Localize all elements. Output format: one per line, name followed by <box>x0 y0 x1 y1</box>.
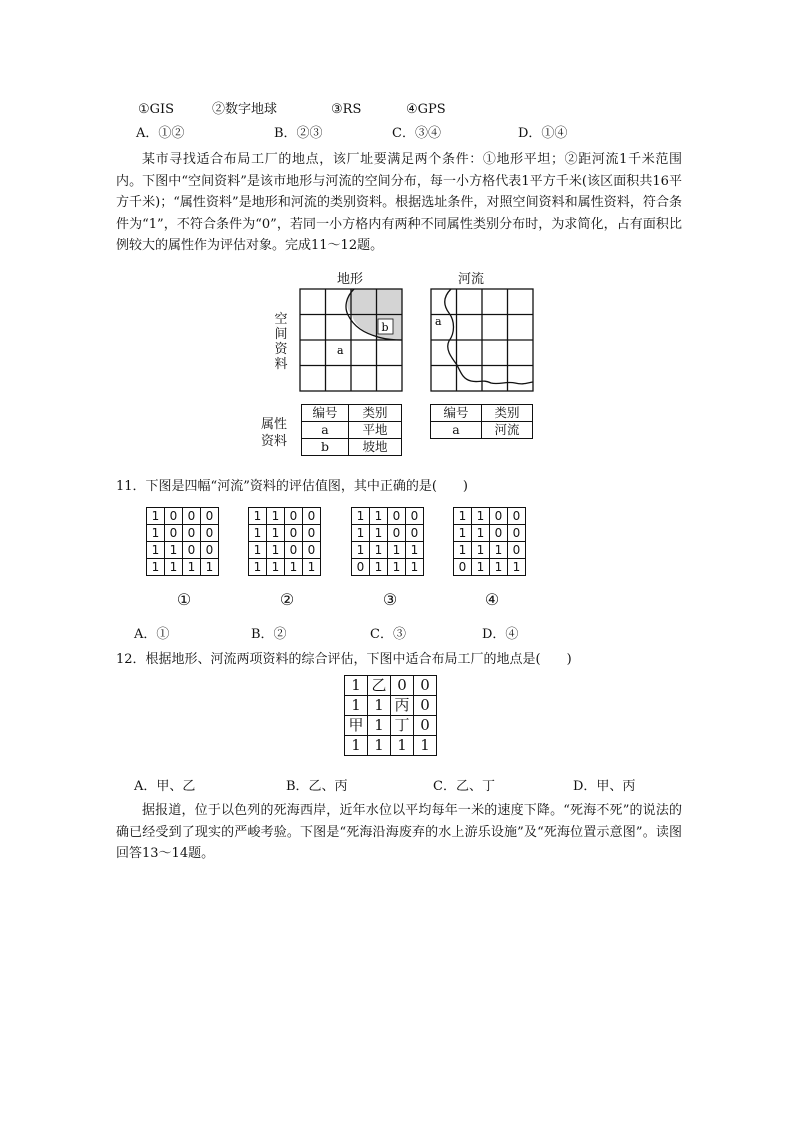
grid-cell: 1 <box>388 542 406 559</box>
grid-cell: 1 <box>285 559 303 576</box>
q11-grid-label-3: ③ <box>382 590 398 609</box>
grid-cell: 0 <box>490 508 508 525</box>
river-map <box>429 287 537 393</box>
terrain-attribute-table <box>301 404 402 456</box>
grid-cell: 1 <box>147 525 165 542</box>
header-category: 类别 <box>349 405 402 422</box>
grid-cell: 1 <box>345 736 368 756</box>
grid-cell: 0 <box>414 676 437 696</box>
q11-option-d: D．④ <box>482 627 519 642</box>
q12-option-a: A．甲、乙 <box>134 779 196 794</box>
grid-cell: 0 <box>201 542 219 559</box>
grid-cell: 1 <box>267 508 285 525</box>
grid-cell: 1 <box>267 542 285 559</box>
grid-cell: 0 <box>454 559 472 576</box>
item-gis: ①GIS <box>138 102 175 117</box>
grid-cell: 1 <box>352 542 370 559</box>
q11-option-a: A．① <box>134 627 170 642</box>
grid-cell: 1 <box>249 559 267 576</box>
cell-id: b <box>302 439 349 456</box>
grid-cell: 0 <box>388 508 406 525</box>
grid-cell: 1 <box>183 559 201 576</box>
grid-cell: 1 <box>370 542 388 559</box>
terrain-map <box>298 287 406 393</box>
grid-cell: 0 <box>183 525 201 542</box>
item-rs: ③RS <box>331 102 362 117</box>
grid-cell: 1 <box>472 542 490 559</box>
item-digital-earth: ②数字地球 <box>212 102 278 117</box>
item-gps: ④GPS <box>406 102 446 117</box>
grid-cell: 1 <box>345 696 368 716</box>
q12-option-c: C．乙、丁 <box>433 779 495 794</box>
spatial-data-label: 空间资料 <box>274 312 288 372</box>
grid-cell: 0 <box>391 676 414 696</box>
grid-cell: 1 <box>414 736 437 756</box>
grid-cell: 1 <box>472 525 490 542</box>
grid-cell: 0 <box>201 525 219 542</box>
grid-cell: 0 <box>285 542 303 559</box>
q11-grid-1 <box>146 507 219 576</box>
q10-option-d: D．①④ <box>518 126 568 141</box>
grid-cell: 1 <box>472 559 490 576</box>
grid-cell: 0 <box>508 525 526 542</box>
grid-cell: 1 <box>388 559 406 576</box>
grid-cell: 1 <box>165 542 183 559</box>
grid-cell: 0 <box>183 542 201 559</box>
slope-area-shade-2 <box>352 289 376 315</box>
header-id: 编号 <box>431 405 482 422</box>
grid-cell: 1 <box>508 559 526 576</box>
q12-combined-grid <box>344 675 437 756</box>
q10-option-b: B．②③ <box>274 126 323 141</box>
grid-cell: 丙 <box>391 696 414 716</box>
grid-cell: 1 <box>249 508 267 525</box>
river-attribute-table <box>430 404 533 439</box>
grid-cell: 1 <box>454 525 472 542</box>
river-label-a: a <box>435 315 442 328</box>
grid-cell: 1 <box>147 559 165 576</box>
grid-cell: 0 <box>508 508 526 525</box>
grid-cell: 丁 <box>391 716 414 736</box>
grid-cell: 1 <box>368 736 391 756</box>
grid-cell: 1 <box>267 525 285 542</box>
intro-paragraph: 某市寻找适合布局工厂的地点，该厂址要满足两个条件：①地形平坦；②距河流1千米范围内。下图中“空间资料”是该市地形与河流的空间分布，每一小方格代表1平方千米(该区面积共16平方千米)；“属性资料”是地形和河流的类别资料。根据选址条件，对照空间资料和属性资料，符合条件为“1”，不符合条件为“0”，若同一小方格内有两种不同属性类别分布时，为求简化，占有面积比例较大的属性作为评估对象。完成11～12题。 <box>116 152 682 253</box>
grid-cell: 0 <box>414 716 437 736</box>
grid-cell: 0 <box>406 508 424 525</box>
grid-cell: 1 <box>352 508 370 525</box>
river-curve <box>445 289 533 384</box>
grid-cell: 0 <box>165 525 183 542</box>
grid-cell: 1 <box>147 508 165 525</box>
grid-cell: 0 <box>201 508 219 525</box>
river-title: 河流 <box>458 272 485 287</box>
grid-cell: 1 <box>406 542 424 559</box>
header-category: 类别 <box>482 405 533 422</box>
grid-cell: 1 <box>370 525 388 542</box>
header-id: 编号 <box>302 405 349 422</box>
q11-grid-label-2: ② <box>279 590 295 609</box>
grid-cell: 0 <box>303 525 321 542</box>
grid-cell: 0 <box>285 508 303 525</box>
q11-option-c: C．③ <box>370 627 406 642</box>
grid-cell: 1 <box>165 559 183 576</box>
q12-option-d: D．甲、丙 <box>573 779 636 794</box>
q11-grid-label-1: ① <box>176 590 192 609</box>
grid-cell: 0 <box>508 542 526 559</box>
grid-cell: 0 <box>303 508 321 525</box>
attribute-data-label: 属性 资料 <box>261 417 288 449</box>
q11-grid-4 <box>453 507 526 576</box>
grid-cell: 甲 <box>345 716 368 736</box>
grid-cell: 0 <box>183 508 201 525</box>
cell-category: 平地 <box>349 422 402 439</box>
q10-option-c: C．③④ <box>392 126 441 141</box>
q11-stem: 11．下图是四幅“河流”资料的评估值图，其中正确的是( ) <box>116 479 468 494</box>
terrain-label-a: a <box>337 344 344 357</box>
cell-category: 坡地 <box>349 439 402 456</box>
terrain-title: 地形 <box>337 272 364 287</box>
grid-cell: 0 <box>303 542 321 559</box>
cell-category: 河流 <box>482 422 533 439</box>
q12-option-b: B．乙、丙 <box>286 779 348 794</box>
grid-cell: 0 <box>388 525 406 542</box>
grid-cell: 乙 <box>368 676 391 696</box>
q11-grid-2 <box>248 507 321 576</box>
grid-cell: 1 <box>368 716 391 736</box>
grid-cell: 0 <box>165 508 183 525</box>
grid-cell: 1 <box>406 559 424 576</box>
q10-option-a: A．①② <box>136 126 185 141</box>
grid-cell: 1 <box>391 736 414 756</box>
grid-cell: 1 <box>490 559 508 576</box>
grid-cell: 1 <box>490 542 508 559</box>
terrain-label-b: b <box>381 321 389 334</box>
grid-cell: 1 <box>472 508 490 525</box>
grid-cell: 1 <box>370 508 388 525</box>
grid-cell: 1 <box>370 559 388 576</box>
q12-stem: 12．根据地形、河流两项资料的综合评估，下图中适合布局工厂的地点是( ) <box>116 652 572 667</box>
q11-grid-label-4: ④ <box>484 590 500 609</box>
grid-cell: 1 <box>249 542 267 559</box>
grid-cell: 1 <box>454 542 472 559</box>
grid-cell: 1 <box>267 559 285 576</box>
grid-cell: 0 <box>490 525 508 542</box>
grid-cell: 0 <box>406 525 424 542</box>
closing-paragraph: 据报道，位于以色列的死海西岸，近年水位以平均每年一米的速度下降。“死海不死”的说法的确已经受到了现实的严峻考验。下图是“死海沿海废弃的水上游乐设施”及“死海位置示意图”。读图回答13～14题。 <box>116 803 682 861</box>
grid-cell: 1 <box>249 525 267 542</box>
cell-id: a <box>431 422 482 439</box>
q11-grid-3 <box>351 507 424 576</box>
grid-cell: 1 <box>201 559 219 576</box>
q11-option-b: B．② <box>251 627 287 642</box>
grid-cell: 1 <box>303 559 321 576</box>
grid-cell: 0 <box>285 525 303 542</box>
grid-cell: 1 <box>345 676 368 696</box>
grid-cell: 1 <box>368 696 391 716</box>
cell-id: a <box>302 422 349 439</box>
grid-cell: 1 <box>147 542 165 559</box>
grid-cell: 0 <box>414 696 437 716</box>
grid-cell: 1 <box>454 508 472 525</box>
grid-cell: 0 <box>352 559 370 576</box>
river-grid-lines <box>431 289 533 391</box>
grid-cell: 1 <box>352 525 370 542</box>
